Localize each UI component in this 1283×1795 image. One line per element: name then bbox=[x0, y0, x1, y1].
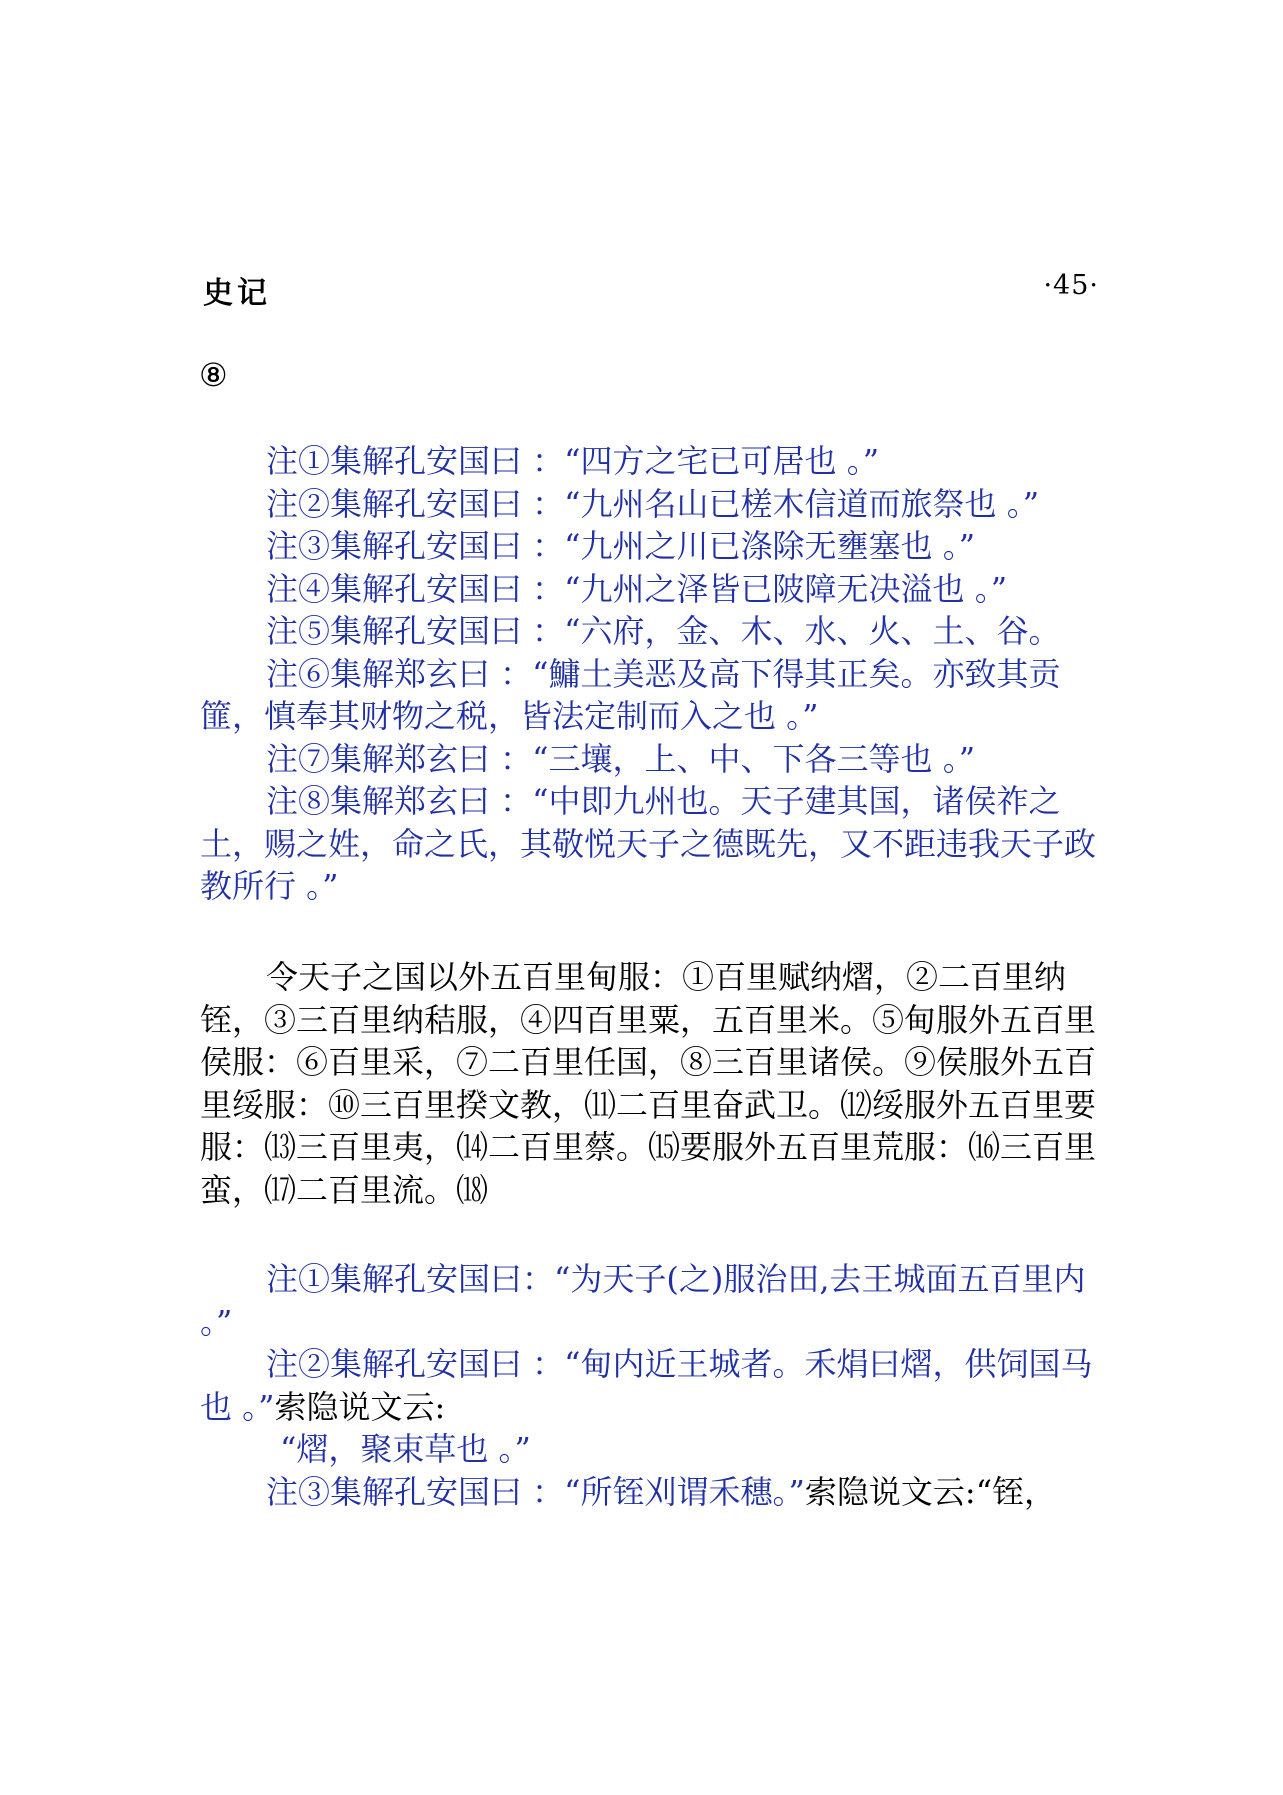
annotation-note: 注②集解孔安国曰 ：“九州名山已槎木信道而旅祭也 。” bbox=[266, 484, 1040, 523]
annotation-note: 注①集解孔安国曰 ：“四方之宅已可居也 。” bbox=[266, 442, 880, 480]
annotation-note: 注④集解孔安国曰 ：“九州之泽皆已陂障无决溢也 。” bbox=[266, 569, 1008, 608]
footnote-marker: ⑧ bbox=[199, 356, 228, 394]
annotation-source: 注③集解孔安国曰 ：“所铚刈谓禾穗。” bbox=[266, 1472, 805, 1511]
annotation-citation: 索隐说文云:“铚， bbox=[804, 1472, 1057, 1511]
annotation-block-1 bbox=[200, 440, 1100, 908]
annotation-quote: “熠，聚束草也 。” bbox=[280, 1430, 531, 1468]
annotation-block-2 bbox=[200, 1258, 1100, 1513]
annotation-source: 注②集解孔安国曰 ：“甸内近王城者。禾焆曰熠，供饲国马也 。” bbox=[200, 1345, 1093, 1426]
annotation-citation: 索隐说文云: bbox=[274, 1387, 446, 1426]
main-paragraph: 令天子之国以外五百里甸服：①百里赋纳熠，②二百里纳铚，③三百里纳秸服，④四百里粟，五百里米。⑤甸服外五百里侯服：⑥百里采，⑦二百里任国，⑧三百里诸侯。⑨侯服外五百里绥服：⑩三百里揆文教，⑾二百里奋武卫。⑿绥服外五百里要服：⒀三百里夷，⒁二百里蔡。⒂要服外五百里荒服：⒃三百里蛮，⒄二百里流。⒅ bbox=[200, 958, 1097, 1209]
annotation-note: 注⑥集解郑玄曰 ：“鱅土美恶及高下得其正矣。亦致其贡篚，慎奉其财物之税，皆法定制而入之也 。” bbox=[200, 654, 1061, 735]
page-header bbox=[203, 268, 1099, 316]
annotation-note: 注⑤集解孔安国曰 ：“六府，金、木、水、火、土、谷。 bbox=[266, 612, 1061, 650]
book-title: 史记 bbox=[203, 276, 271, 311]
annotation-note bbox=[200, 1343, 1100, 1428]
annotation-note: 注⑦集解郑玄曰 ：“三壤，上、中、下各三等也 。” bbox=[266, 739, 976, 778]
annotation-note: 注①集解孔安国曰：“为天子(之)服治田,去王城面五百里内 。” bbox=[200, 1260, 1086, 1341]
page-number: ·45· bbox=[1043, 270, 1099, 301]
annotation-note bbox=[200, 1471, 1100, 1514]
main-text-block bbox=[200, 956, 1100, 1211]
annotation-note: 注③集解孔安国曰 ：“九州之川已涤除无壅塞也 。” bbox=[266, 527, 976, 565]
annotation-note: 注⑧集解郑玄曰 ：“中即九州也。天子建其国，诸侯祚之土，赐之姓，命之氏，其敬悦天子之德既先，又不距违我天子政教所行 。” bbox=[200, 782, 1097, 905]
